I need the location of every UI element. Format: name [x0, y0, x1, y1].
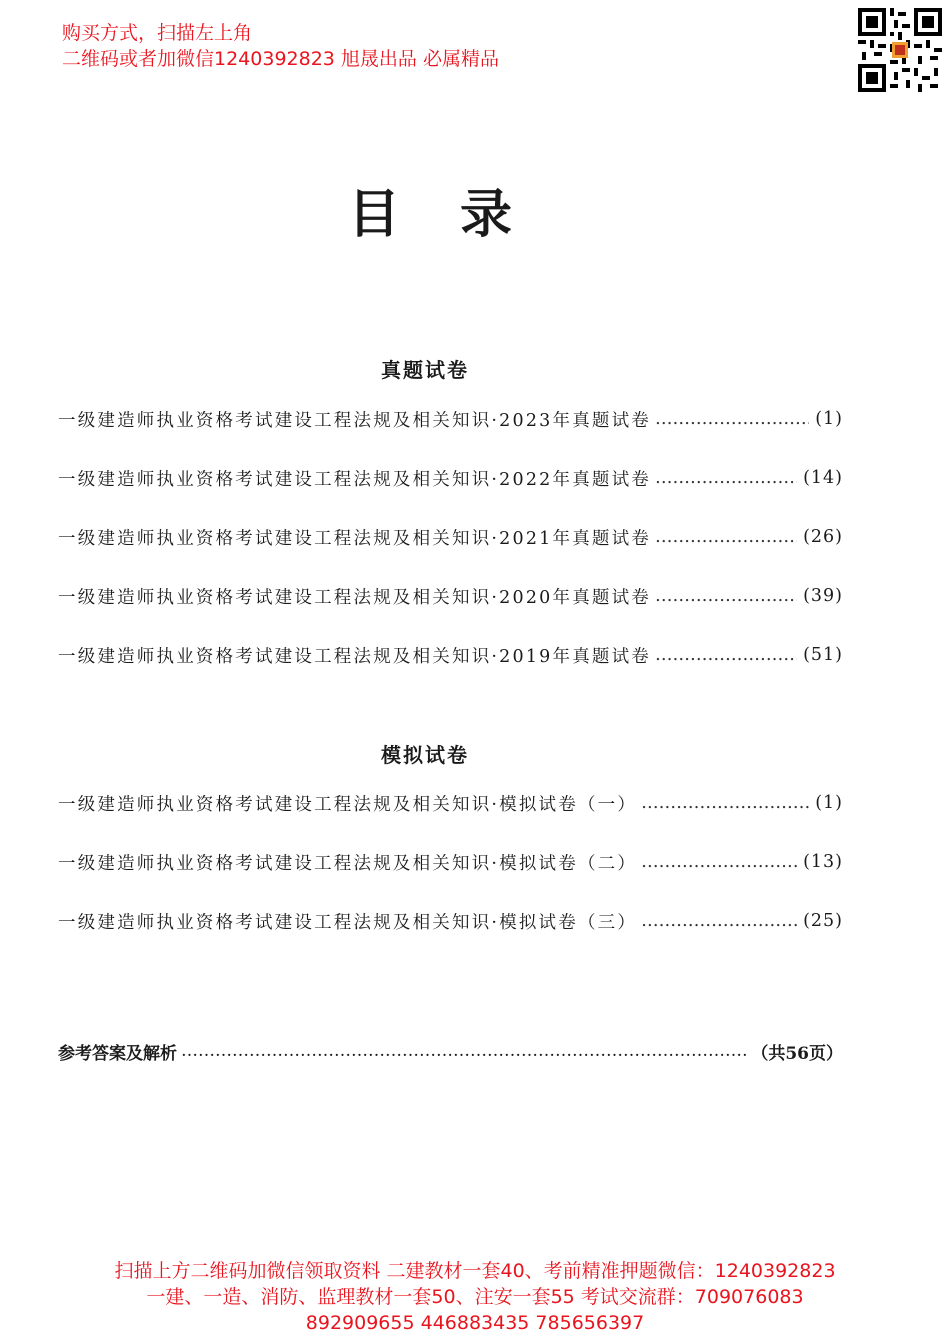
promo-bottom-line3: 892909655 446883435 785656397 [305, 1312, 645, 1334]
answers-page: （共56页） [751, 1043, 843, 1064]
toc-item-page: (39) [803, 586, 843, 606]
toc-item-page: (1) [815, 793, 843, 813]
promo-top-line1: 购买方式，扫描左上角 [62, 22, 253, 44]
toc-item-label: 一级建造师执业资格考试建设工程法规及相关知识·2022年真题试卷 [58, 469, 651, 490]
toc-item-page: (25) [803, 911, 843, 931]
promo-bottom-line2: 一建、一造、消防、监理教材一套50、注安一套55 考试交流群：709076083 [146, 1286, 804, 1308]
leader-dots [655, 468, 797, 488]
toc-item[interactable] [58, 788, 843, 818]
toc-item-label: 一级建造师执业资格考试建设工程法规及相关知识·2019年真题试卷 [58, 646, 651, 667]
leader-dots [641, 793, 809, 813]
leader-dots [655, 586, 797, 606]
toc-item-label: 一级建造师执业资格考试建设工程法规及相关知识·2023年真题试卷 [58, 410, 651, 431]
answers-entry[interactable] [58, 1036, 843, 1066]
section-title-real: 真题试卷 [381, 358, 469, 382]
toc-item[interactable] [58, 404, 843, 434]
toc-item[interactable] [58, 463, 843, 493]
leader-dots [655, 527, 797, 547]
promo-top [62, 20, 499, 72]
toc-item-label: 一级建造师执业资格考试建设工程法规及相关知识·模拟试卷（三） [58, 912, 638, 933]
toc-item-label: 一级建造师执业资格考试建设工程法规及相关知识·模拟试卷（一） [58, 794, 638, 815]
leader-dots [655, 645, 797, 665]
toc-item[interactable] [58, 640, 843, 670]
toc-item[interactable] [58, 581, 843, 611]
qr-code-icon [858, 8, 942, 92]
page-title: 目录 [347, 184, 572, 245]
toc-item-page: (51) [803, 645, 843, 665]
promo-bottom-line1: 扫描上方二维码加微信领取资料 二建教材一套40、考前精准押题微信：1240392823 [114, 1260, 836, 1282]
leader-dots [655, 409, 809, 429]
toc-item-label: 一级建造师执业资格考试建设工程法规及相关知识·2021年真题试卷 [58, 528, 651, 549]
promo-top-line2: 二维码或者加微信1240392823 旭晟出品 必属精品 [62, 48, 499, 70]
section-title-mock: 模拟试卷 [381, 743, 469, 767]
toc-item[interactable] [58, 847, 843, 877]
leader-dots [641, 852, 797, 872]
toc-item-label: 一级建造师执业资格考试建设工程法规及相关知识·2020年真题试卷 [58, 587, 651, 608]
toc-item-label: 一级建造师执业资格考试建设工程法规及相关知识·模拟试卷（二） [58, 853, 638, 874]
toc-item-page: (13) [803, 852, 843, 872]
promo-bottom [0, 1258, 950, 1336]
toc-item-page: (26) [803, 527, 843, 547]
toc-item[interactable] [58, 906, 843, 936]
toc-item-page: (14) [803, 468, 843, 488]
answers-label: 参考答案及解析 [58, 1043, 177, 1064]
toc-item[interactable] [58, 522, 843, 552]
toc-item-page: (1) [815, 409, 843, 429]
leader-dots [641, 911, 797, 931]
leader-dots [181, 1041, 747, 1061]
